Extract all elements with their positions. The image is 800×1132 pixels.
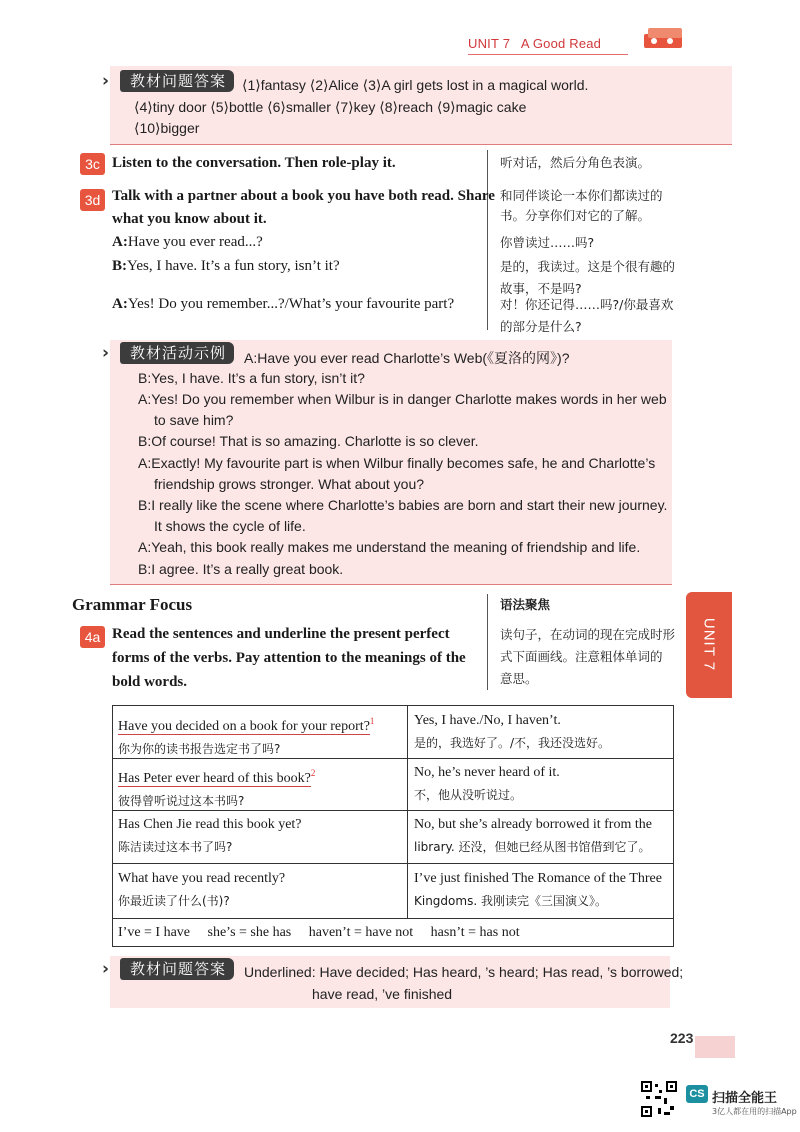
instruction-4a-cn: 意思。 — [500, 671, 538, 686]
instruction-4a-line3: bold words. — [112, 674, 188, 690]
instruction-3d-line1: Talk with a partner about a book you have both read. Share — [112, 188, 495, 204]
example-line: It shows the cycle of life. — [154, 518, 306, 534]
badge-3c: 3c — [80, 153, 105, 175]
grammar-heading-cn: 语法聚焦 — [500, 597, 551, 612]
column-divider — [487, 594, 488, 690]
dialogue-line: A:Have you ever read...? — [112, 234, 263, 250]
dialogue-cn: 对！你还记得……吗?/你最喜欢的部分是什么? — [500, 297, 674, 334]
table-row: No, he’s never heard of it. 不，他从没听说过。 — [414, 765, 560, 802]
answer-tag-2: › 教材问题答案 — [120, 958, 234, 980]
unit-side-tab-label: UNIT 7 — [700, 617, 718, 672]
instruction-3d-cn: 书。分享你们对它的了解。 — [500, 208, 651, 223]
table-row: Yes, I have./No, I haven’t. 是的，我选好了。/不，我还没选好。 — [414, 713, 611, 750]
answer-tag-1: › 教材问题答案 — [120, 70, 234, 92]
page-number-bar — [695, 1036, 735, 1058]
instruction-4a-cn: 式下面画线。注意粗体单词的 — [500, 649, 663, 664]
table-row: Has Chen Jie read this book yet? 陈洁读过这本书了吗? — [118, 817, 302, 854]
footer-brand: 扫描全能王 — [712, 1091, 778, 1106]
example-tag: › 教材活动示例 — [120, 342, 234, 364]
table-row: Have you decided on a book for your report?$^1$ 你为你的读书报告选定书了吗? — [118, 716, 375, 756]
dialogue-cn: 是的，我读过。这是个很有趣的故事，不是吗? — [500, 259, 676, 296]
example-line: A:Yeah, this book really makes me understand the meaning of friendship and life. — [138, 539, 641, 555]
table-row: What have you read recently? 你最近读了什么(书)? — [118, 871, 286, 908]
chevron-right-icon: › — [102, 959, 111, 979]
badge-3d: 3d — [80, 189, 105, 211]
instruction-3c: Listen to the conversation. Then role-play it. — [112, 155, 396, 171]
answer-line: have read, ’ve finished — [312, 986, 453, 1002]
example-line: B:I agree. It’s a really great book. — [138, 561, 344, 577]
instruction-4a-cn: 读句子，在动词的现在完成时形 — [500, 627, 676, 642]
instruction-4a-line2: forms of the verbs. Pay attention to the meanings of the — [112, 650, 466, 666]
answer-line: ⟨10⟩bigger — [134, 120, 200, 136]
answer-line: ⟨4⟩tiny door ⟨5⟩bottle ⟨6⟩smaller ⟨7⟩key ⟨8⟩reach ⟨9⟩magic cake — [134, 99, 527, 115]
table-column-divider — [407, 706, 408, 918]
example-line: B:Of course! That is so amazing. Charlotte is so clever. — [138, 433, 479, 449]
instruction-4a-line1: Read the sentences and underline the present perfect — [112, 626, 450, 642]
camscanner-logo-icon: CS — [686, 1085, 708, 1103]
divider — [110, 584, 672, 585]
instruction-3d-line2: what you know about it. — [112, 211, 267, 227]
page-number: 223 — [670, 1030, 694, 1046]
table-row-divider — [113, 863, 673, 864]
badge-4a: 4a — [80, 626, 105, 648]
answer-line: Underlined: Have decided; Has heard, ’s heard; Has read, ’s borrowed; — [244, 964, 684, 980]
divider — [110, 144, 732, 145]
grammar-heading: Grammar Focus — [72, 595, 193, 614]
qr-code-icon — [640, 1080, 678, 1118]
footer-subtitle: 3亿人都在用的扫描App — [712, 1107, 797, 1116]
table-row-divider — [113, 918, 673, 919]
table-row: I’ve just finished The Romance of the Three Kingdoms. 我刚读完《三国演义》。 — [414, 871, 662, 908]
dialogue-line: B:Yes, I have. It’s a fun story, isn’t it? — [112, 258, 340, 274]
chevron-right-icon: › — [102, 343, 111, 363]
book-stack-icon — [640, 22, 688, 52]
example-line: B:I really like the scene where Charlotte’s babies are born and start their new journey. — [138, 497, 668, 513]
instruction-3c-cn: 听对话，然后分角色表演。 — [500, 155, 651, 170]
unit-title: A Good Read — [520, 36, 602, 51]
column-divider — [487, 150, 488, 330]
example-line: A:Exactly! My favourite part is when Wilbur finally becomes safe, he and Charlotte’s — [138, 455, 656, 471]
example-line: to save him? — [154, 412, 234, 428]
example-line: A:Yes! Do you remember when Wilbur is in danger Charlotte makes words in her web — [138, 391, 667, 407]
unit-header — [468, 36, 601, 51]
instruction-3d-cn: 和同伴谈论一本你们都读过的 — [500, 188, 663, 203]
dialogue-line: A:Yes! Do you remember...?/What’s your favourite part? — [112, 296, 455, 312]
example-line: A:Have you ever read Charlotte’s Web(《夏洛的网》)? — [244, 350, 570, 366]
chevron-right-icon: › — [102, 71, 111, 91]
contractions-row: I’ve = I have she’s = she has haven’t = have not hasn’t = has not — [118, 925, 520, 940]
answer-line: ⟨1⟩fantasy ⟨2⟩Alice ⟨3⟩A girl gets lost in a magical world. — [242, 77, 589, 93]
header-divider — [468, 54, 628, 55]
table-row: Has Peter ever heard of this book?$^2$ 彼得曾听说过这本书吗? — [118, 768, 316, 808]
table-row: No, but she’s already borrowed it from the library. 还没，但她已经从图书馆借到它了。 — [414, 817, 652, 854]
unit-label: UNIT 7 — [468, 36, 511, 51]
dialogue-cn: 你曾读过……吗? — [500, 235, 595, 250]
example-line: friendship grows stronger. What about you? — [154, 476, 425, 492]
example-line: B:Yes, I have. It’s a fun story, isn’t it? — [138, 370, 365, 386]
